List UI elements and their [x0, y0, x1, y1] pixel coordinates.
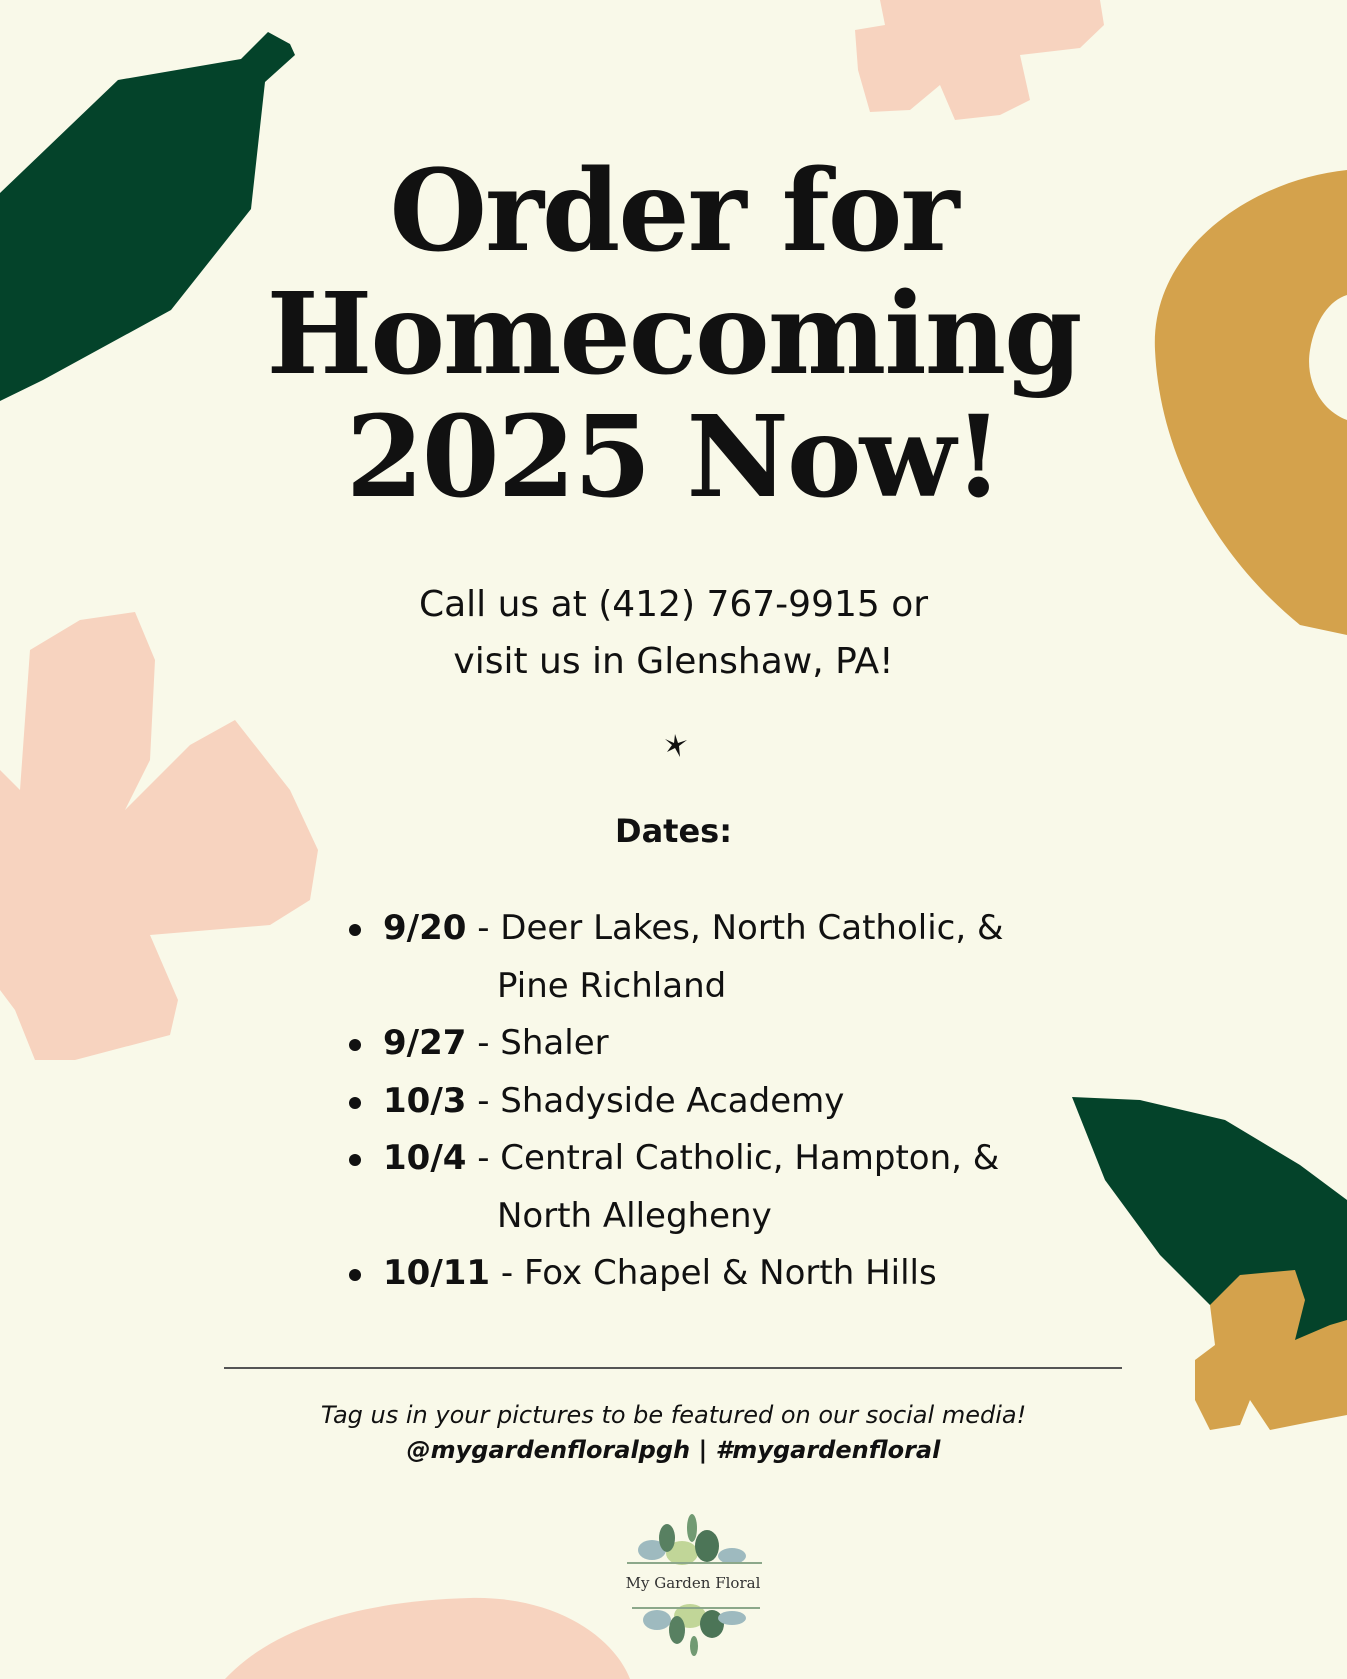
divider: [224, 1367, 1122, 1369]
logo-text: My Garden Floral: [625, 1574, 761, 1592]
list-item: [345, 1015, 1045, 1073]
list-item: [345, 1245, 1045, 1303]
date: 10/3: [383, 1080, 467, 1121]
schools-continued: Pine Richland: [497, 965, 727, 1006]
pink-blob-bottom: [225, 1598, 630, 1679]
contact-location-line: visit us in Glenshaw, PA!: [453, 641, 894, 682]
schools: Fox Chapel & North Hills: [523, 1253, 937, 1293]
social-footer: [0, 1398, 1347, 1468]
schools: Shaler: [500, 1023, 609, 1063]
separator: -: [466, 1023, 501, 1063]
schools: Central Catholic, Hampton, &: [500, 1138, 1000, 1178]
title-line: 2025 Now!: [345, 392, 1002, 523]
pink-flower-top: [855, 0, 1104, 120]
contact-phone-line: Call us at (412) 767-9915 or: [418, 584, 929, 625]
separator: -: [466, 1080, 501, 1121]
green-leaf-bottom-right: [1072, 1097, 1347, 1355]
list-item: [345, 1130, 1045, 1245]
date: 10/4: [383, 1138, 467, 1178]
contact-info: [0, 576, 1347, 690]
page-title: [0, 146, 1347, 523]
separator: -: [466, 1138, 501, 1178]
dates-heading: Dates:: [615, 812, 732, 850]
star-icon: [662, 730, 690, 760]
tagline: Tag us in your pictures to be featured on our social media!: [320, 1401, 1027, 1429]
date: 9/27: [383, 1023, 467, 1063]
brand-logo: [612, 1508, 774, 1660]
title-line: Order for: [389, 146, 958, 277]
title-line: Homecoming: [266, 269, 1081, 400]
social-handles: @mygardenfloralpgh | #mygardenfloral: [406, 1436, 941, 1464]
dates-list: [345, 900, 1045, 1303]
schools: Deer Lakes, North Catholic, &: [500, 908, 1004, 948]
schools-continued: North Allegheny: [497, 1195, 772, 1236]
schools: Shadyside Academy: [500, 1080, 845, 1121]
list-item: [345, 1073, 1045, 1131]
list-item: [345, 900, 1045, 1015]
date: 9/20: [383, 908, 467, 948]
date: 10/11: [383, 1253, 491, 1293]
separator: -: [466, 908, 501, 948]
separator: -: [490, 1253, 524, 1293]
